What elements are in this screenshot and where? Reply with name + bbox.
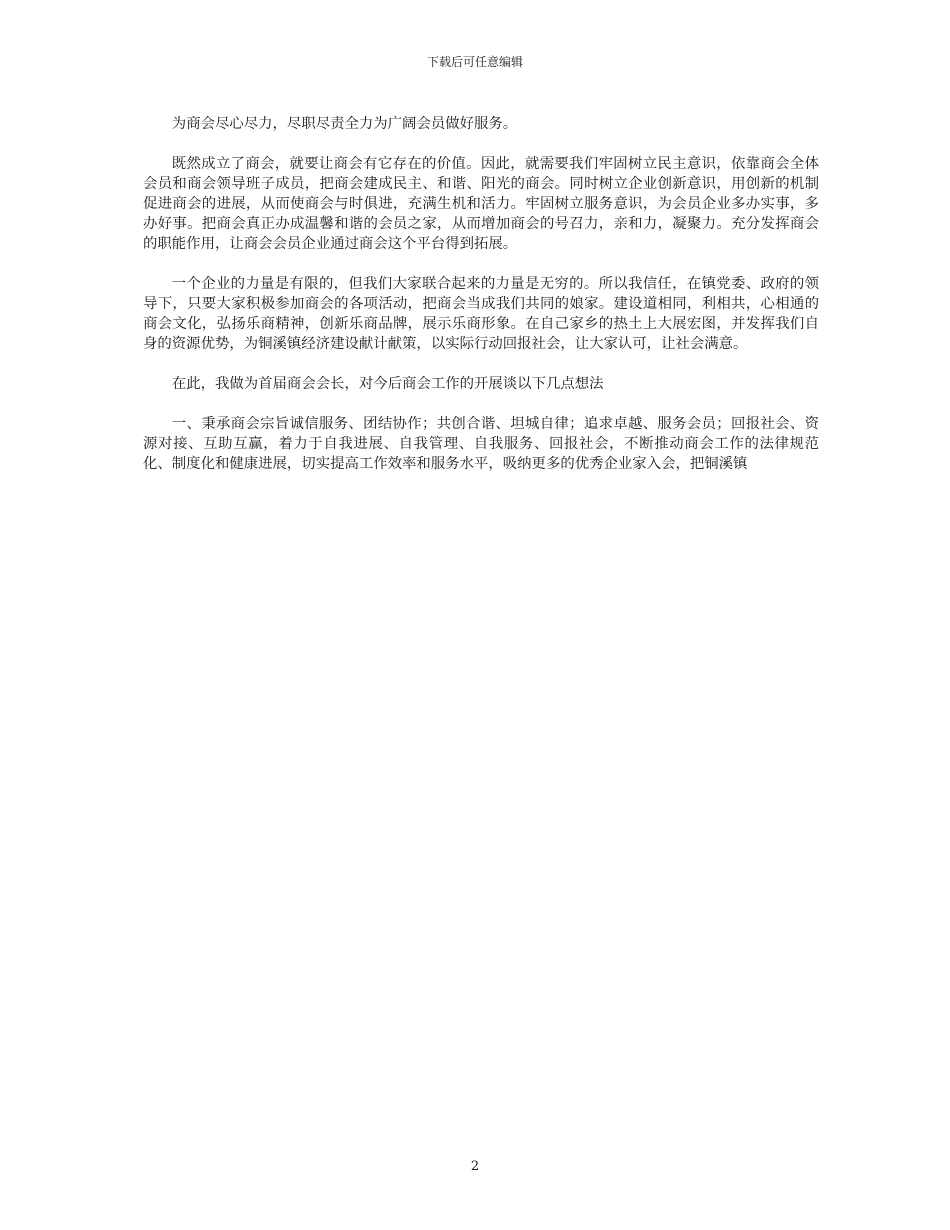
- paragraph: 一个企业的力量是有限的，但我们大家联合起来的力量是无穷的。所以我信任，在镇党委、政府的领导下，只要大家积极参加商会的各项活动，把商会当成我们共同的娘家。建设道相同，利相共，心相通的商会文化，弘扬乐商精神，创新乐商品牌，展示乐商形象。在自己家乡的热土上大展宏图，并发挥我们自身的资源优势，为铜溪镇经济建设献计献策，以实际行动回报社会，让大家认可，让社会满意。: [143, 276, 819, 352]
- paragraph: 在此，我做为首届商会会长，对今后商会工作的开展谈以下几点想法: [171, 376, 604, 392]
- paragraph: 为商会尽心尽力，尽职尽责全力为广阔会员做好服务。: [171, 116, 518, 132]
- paragraph: 一、秉承商会宗旨诚信服务、团结协作；共创合谐、坦城自律；追求卓越、服务会员；回报社会、资源对接、互助互赢，着力于自我进展、自我管理、自我服务、回报社会，不断推动商会工作的法律规范化、制度化和健康进展，切实提高工作效率和服务水平，吸纳更多的优秀企业家入会，把铜溪镇: [143, 416, 819, 472]
- document-body: [143, 114, 819, 494]
- page-header: 下载后可任意编辑: [426, 55, 523, 69]
- paragraph: 既然成立了商会，就要让商会有它存在的价值。因此，就需要我们牢固树立民主意识，依靠商会全体会员和商会领导班子成员，把商会建成民主、和谐、阳光的商会。同时树立企业创新意识，用创新的机制促进商会的进展，从而使商会与时俱进，充满生机和活力。牢固树立服务意识，为会员企业多办实事，多办好事。把商会真正办成温馨和谐的会员之家，从而增加商会的号召力，亲和力，凝聚力。充分发挥商会的职能作用，让商会会员企业通过商会这个平台得到拓展。: [143, 156, 819, 252]
- page-number: 2: [470, 1159, 480, 1174]
